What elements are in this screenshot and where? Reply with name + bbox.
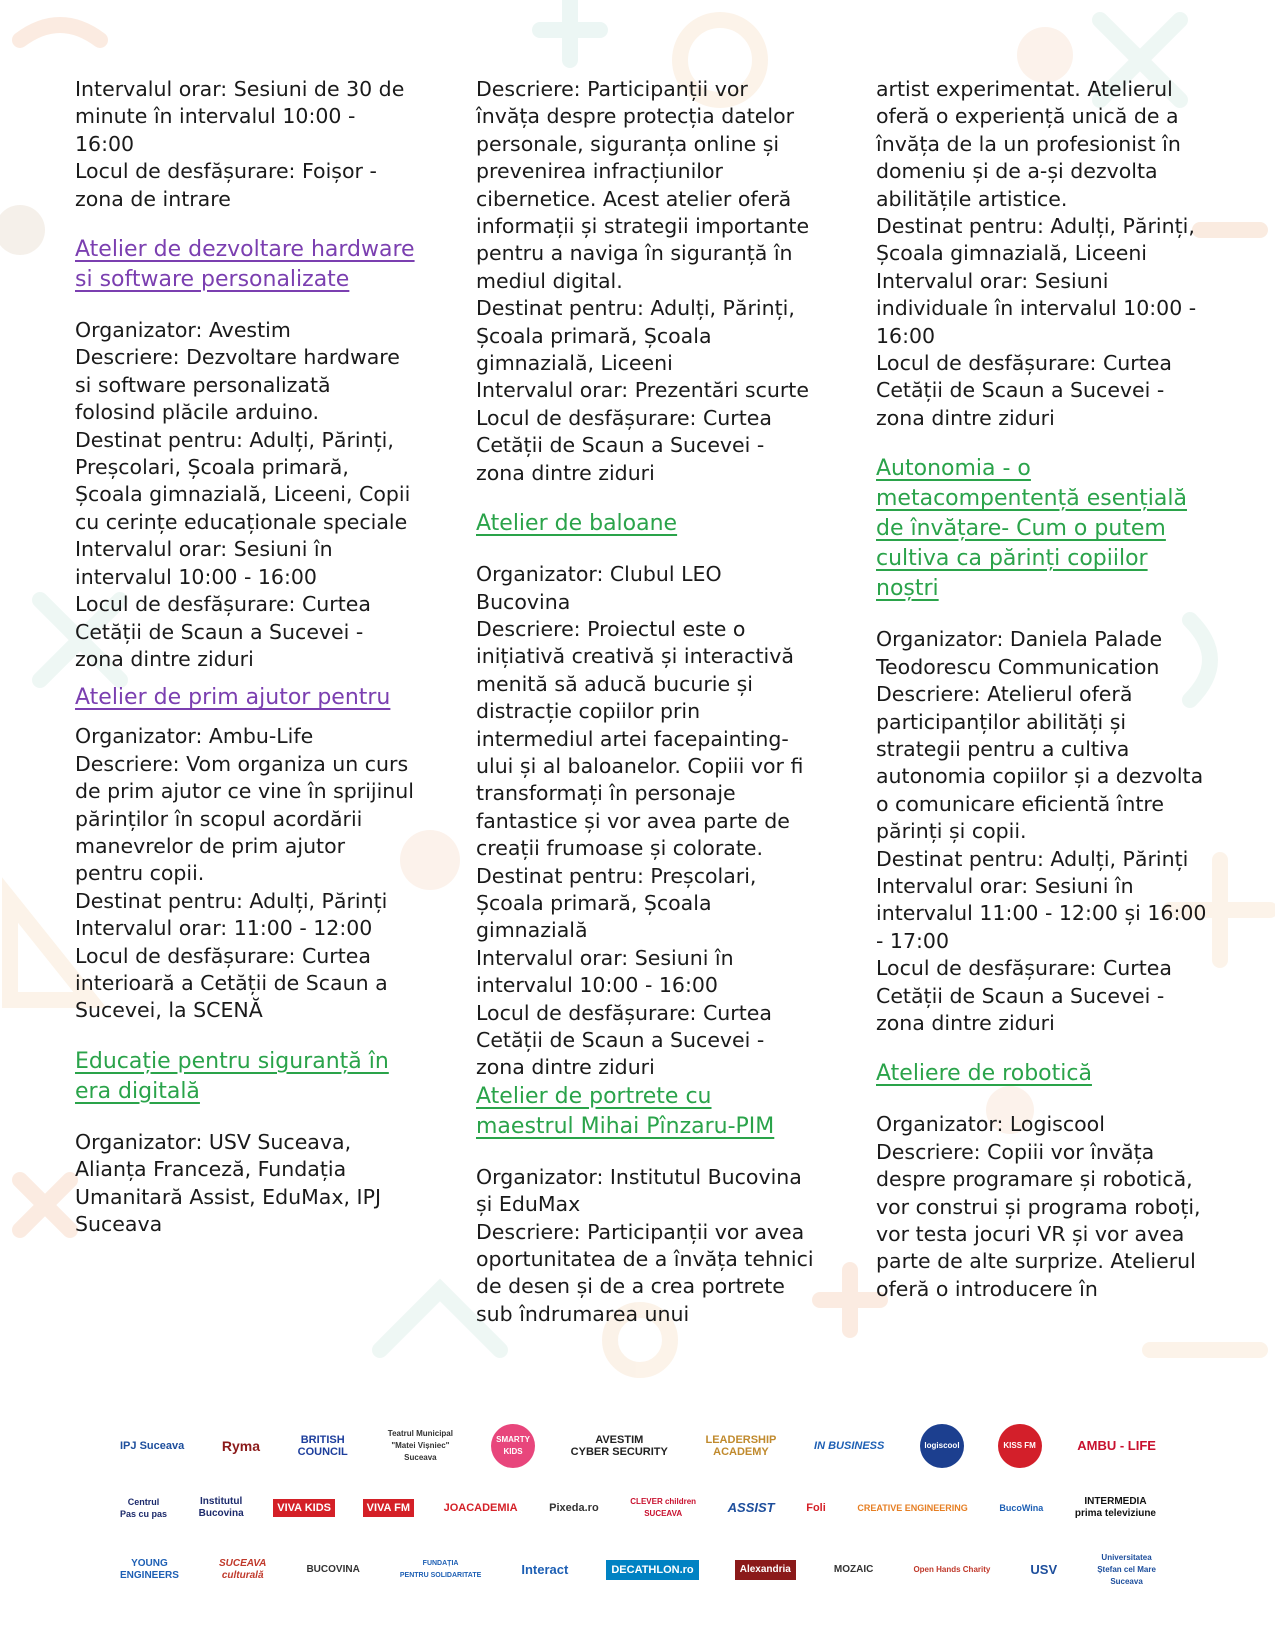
intro-text: Intervalul orar: Sesiuni de 30 de minute în intervalul 10:00 - 16:00 Locul de desfășurare: Foișor - zona de intrare — [75, 77, 405, 211]
section-body-first-aid: Organizator: Ambu-Life Descriere: Vom organiza un curs de prim ajutor ce vine în sprijinul părinților în scopul acordării manevrelor de prim ajutor pentru copii. Destinat pentru: Adulți, Părinți Intervalul orar: 11:00 - 12:00 Locul de desfășurare: Curtea interioară a Cetății de Scaun a Sucevei, la SCENĂ — [75, 724, 414, 1023]
logo-usv-text: Universitatea Ștefan cel Mare Suceava — [1097, 1553, 1156, 1586]
logo-suceava-culturala: SUCEAVA culturală — [218, 1558, 267, 1581]
logo-usv: USV — [1030, 1562, 1058, 1577]
logo-open-hands: Open Hands Charity — [913, 1565, 991, 1574]
logo-joacademia: JOACADEMIA — [443, 1502, 518, 1514]
section-body-robotics: Organizator: Logiscool Descriere: Copiii vor învăța despre programare și robotică, vor construi și programa roboți, vor testa jocuri VR și vor avea parte de alte surprize. Atelierul oferă o introducere în — [876, 1112, 1201, 1301]
intro-text: Descriere: Participanții vor învăța despre protecția datelor personale, siguranța online și prevenirea infracțiunilor cibernetice. Acest atelier oferă informații și strategii importante pentru a naviga în siguranță în mediul digital. Destinat pentru: Adulți, Părinți, Școala primară, Școala gimnazială, Liceeni Intervalul orar: Prezentări scurte Locul de desfășurare: Curtea Cetății de Scaun a Sucevei - zona dintre ziduri — [476, 77, 810, 485]
column-3 — [876, 76, 1216, 1303]
section-title-hardware-software[interactable]: Atelier de dezvoltare hardware si software personalizate — [75, 237, 415, 293]
logo-clever-children: CLEVER children SUCEAVA — [630, 1497, 697, 1518]
logo-kiss-fm: KISS FM — [998, 1424, 1042, 1468]
logo-viva-kids: VIVA KIDS — [273, 1499, 335, 1517]
logo-assist: ASSIST — [727, 1500, 775, 1515]
section-body-balloons: Organizator: Clubul LEO Bucovina Descriere: Proiectul este o inițiativă creativă și interactivă menită să aducă bucurie și distracție copiilor prin intermediul artei facepainting-ului și al baloanelor. Copiii vor fi transformați în personaje fantastice și vor avea parte de creații frumoase și colorate. Destinat pentru: Preșcolari, Școala primară, Școala gimnazială Intervalul orar: Sesiuni în intervalul 10:00 - 16:00 Locul de desfășurare: Curtea Cetății de Scaun a Sucevei - zona dintre ziduri — [476, 562, 804, 1080]
sponsor-logos — [0, 1420, 1275, 1650]
logo-decathlon: DECATHLON.ro — [606, 1560, 698, 1580]
section-title-first-aid[interactable]: Atelier de prim ajutor pentru — [75, 685, 391, 711]
section-title-balloons[interactable]: Atelier de baloane — [476, 511, 678, 537]
logo-young-engineers: YOUNG ENGINEERS — [120, 1558, 179, 1581]
logo-institutul-bucovina: Institutul Bucovina — [198, 1496, 244, 1519]
logo-teatrul: Teatrul Municipal "Matei Vișniec" Suceava — [387, 1429, 453, 1462]
logo-row-2 — [118, 1482, 1158, 1534]
logo-logiscool: logiscool — [920, 1424, 964, 1468]
logo-creative-engineering: CREATIVE ENGINEERING — [857, 1503, 968, 1513]
logo-leadership-academy: LEADERSHIP ACADEMY — [705, 1434, 777, 1458]
intro-text: artist experimentat. Atelierul oferă o experiență unică de a învăța de la un profesionist în domeniu și de a-și dezvolta abilitățile artistice. Destinat pentru: Adulți, Părinți, Școala gimnazială, Liceeni Intervalul orar: Sesiuni individuale în intervalul 10:00 - 16:00 Locul de desfășurare: Curtea Cetății de Scaun a Sucevei - zona dintre ziduri — [876, 77, 1197, 430]
column-2 — [476, 76, 816, 1328]
logo-row-3 — [118, 1544, 1158, 1596]
logo-ipj: IPJ Suceava — [120, 1440, 185, 1452]
logo-interact: Interact — [521, 1562, 569, 1577]
logo-alexandria: Alexandria — [735, 1560, 796, 1580]
logo-ambu-life: AMBU - LIFE — [1077, 1438, 1156, 1453]
section-body-hardware-software: Organizator: Avestim Descriere: Dezvoltare hardware si software personalizată folosind plăcile arduino. Destinat pentru: Adulți, Părinți, Preșcolari, Școala primară, Școala gimnazială, Liceeni, Copii cu cerințe educaționale speciale Intervalul orar: Sesiuni în intervalul 10:00 - 16:00 Locul de desfășurare: Curtea Cetății de Scaun a Sucevei - zona dintre ziduri — [75, 318, 411, 671]
logo-mozaic: MOZAIC — [833, 1564, 874, 1575]
section-body-portraits: Organizator: Institutul Bucovina și EduMax Descriere: Participanții vor avea oportunitatea de a învăța tehnici de desen și de a crea portrete sub îndrumarea unui — [476, 1164, 814, 1326]
logo-british-council: BRITISH COUNCIL — [297, 1434, 348, 1458]
logo-bucowina: BucoWina — [999, 1503, 1044, 1513]
section-title-digital-safety[interactable]: Educație pentru siguranță în era digitală — [75, 1048, 389, 1104]
logo-smarty-kids: SMARTY KIDS — [491, 1424, 535, 1468]
logo-foli: Foli — [806, 1502, 826, 1514]
logo-pas-cu-pas: Centrul Pas cu pas — [120, 1497, 168, 1519]
logo-fundatia: FUNDAȚIA PENTRU SOLIDARITATE — [399, 1560, 482, 1579]
logo-avestim: AVESTIM CYBER SECURITY — [570, 1434, 668, 1458]
logo-intermedia: INTERMEDIA prima televiziune — [1074, 1496, 1156, 1519]
logo-row-1 — [118, 1420, 1158, 1472]
column-1 — [75, 76, 415, 1238]
logo-viva-fm: VIVA FM — [363, 1499, 414, 1517]
section-title-robotics[interactable]: Ateliere de robotică — [876, 1061, 1092, 1087]
section-body-digital-safety: Organizator: USV Suceava, Alianța Franceză, Fundația Umanitară Assist, EduMax, IPJ Suceava — [75, 1129, 381, 1236]
logo-in-business: IN BUSINESS — [814, 1440, 885, 1452]
section-title-portraits[interactable]: Atelier de portrete cu maestrul Mihai Pînzaru-PIM — [476, 1083, 775, 1139]
section-body-autonomy: Organizator: Daniela Palade Teodorescu Communication Descriere: Atelierul oferă participanților abilități și strategii pentru a cultiva autonomia copiilor și a dezvolta o comunicare eficientă între părinți și copii. Destinat pentru: Adulți, Părinți Intervalul orar: Sesiuni în intervalul 11:00 - 12:00 și 16:00 - 17:00 Locul de desfășurare: Curtea Cetății de Scaun a Sucevei - zona dintre ziduri — [876, 627, 1207, 1035]
section-title-autonomy[interactable]: Autonomia - o metacompentență esențială de învățare- Cum o putem cultiva ca părinți copiilor noștri — [876, 456, 1187, 602]
logo-ryma: Ryma — [221, 1438, 260, 1454]
logo-bucovina: BUCOVINA — [306, 1564, 360, 1575]
logo-pixeda: Pixeda.ro — [549, 1502, 599, 1514]
